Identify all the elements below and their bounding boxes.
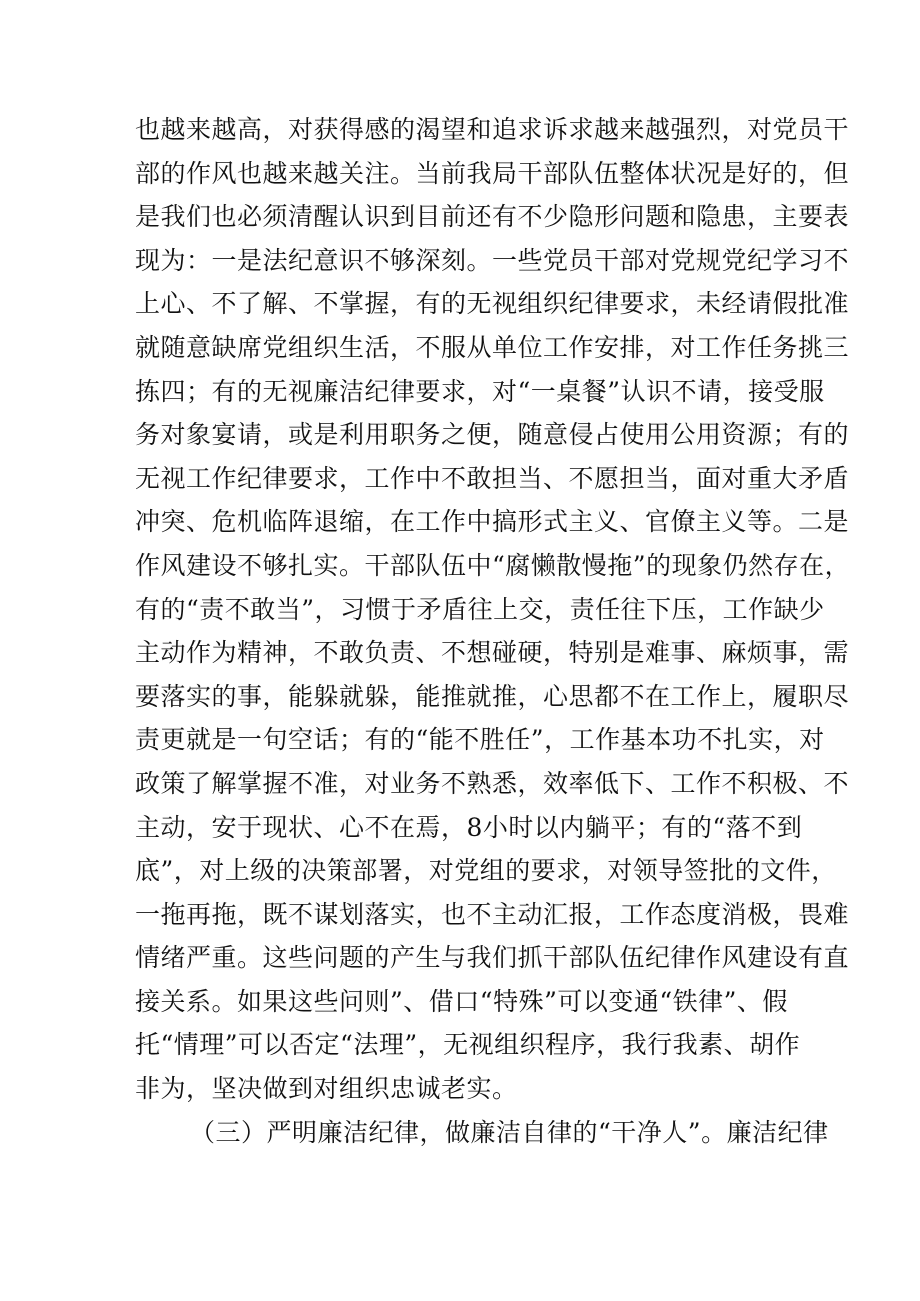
text-line: 冲突、危机临阵退缩，在工作中搞形式主义、官僚主义等。二是 [135,507,850,537]
text-line: 一拖再拖，既不谋划落实，也不主动汇报，工作态度消极，畏难 [135,899,850,929]
text-line: 情绪严重。这些问题的产生与我们抓干部队伍纪律作风建设有直 [135,943,850,973]
text-line: 务对象宴请，或是利用职务之便，随意侵占使用公用资源；有的 [135,420,850,450]
text-line: 就随意缺席党组织生活，不服从单位工作安排，对工作任务挑三 [135,332,850,362]
text-line: 底”，对上级的决策部署，对党组的要求，对领导签批的文件， [135,856,837,886]
text-line: 上心、不了解、不掌握，有的无视组织纪律要求，未经请假批准 [135,289,850,319]
text-line: 拣四；有的无视廉洁纪律要求，对“一桌餐”认识不请，接受服 [135,376,825,406]
text-line: 主动作为精神，不敢负责、不想碰硬，特别是难事、麻烦事，需 [135,638,850,668]
body-text [135,108,851,1154]
text-line: 接关系。如果这些问则”、借口“特殊”可以变通“铁律”、假 [135,986,788,1016]
text-line: 无视工作纪律要求，工作中不敢担当、不愿担当，面对重大矛盾 [135,463,850,493]
text-line: 作风建设不够扎实。干部队伍中“腐懒散慢拖”的现象仍然存在， [135,550,851,580]
text-line: 托“情理”可以否定“法理”，无视组织程序，我行我素、胡作 [135,1030,801,1060]
text-line: 也越来越高，对获得感的渴望和追求诉求越来越强烈，对党员干 [135,115,850,144]
text-line: 非为，坚决做到对组织忠诚老实。 [135,1074,518,1104]
text-line: 责更就是一句空话；有的“能不胜任”，工作基本功不扎实，对 [135,725,825,755]
text-line: 部的作风也越来越关注。当前我局干部队伍整体状况是好的，但 [135,158,850,188]
text-line: 主动，安于现状、心不在焉，8小时以内躺平；有的“落不到 [135,812,803,842]
text-line: 现为：一是法纪意识不够深刻。一些党员干部对党规党纪学习不 [135,245,850,275]
text-line: 要落实的事，能躲就躲，能推就推，心思都不在工作上，履职尽 [135,681,850,711]
text-line: 政策了解掌握不准，对业务不熟悉，效率低下、工作不积极、不 [135,768,850,798]
section-heading-line: （三）严明廉洁纪律，做廉洁自律的“干净人”。廉洁纪律 [190,1117,829,1147]
text-line: 有的“责不敢当”，习惯于矛盾往上交，责任往下压，工作缺少 [135,594,825,624]
text-line: 是我们也必须清醒认识到目前还有不少隐形问题和隐患，主要表 [135,202,850,232]
